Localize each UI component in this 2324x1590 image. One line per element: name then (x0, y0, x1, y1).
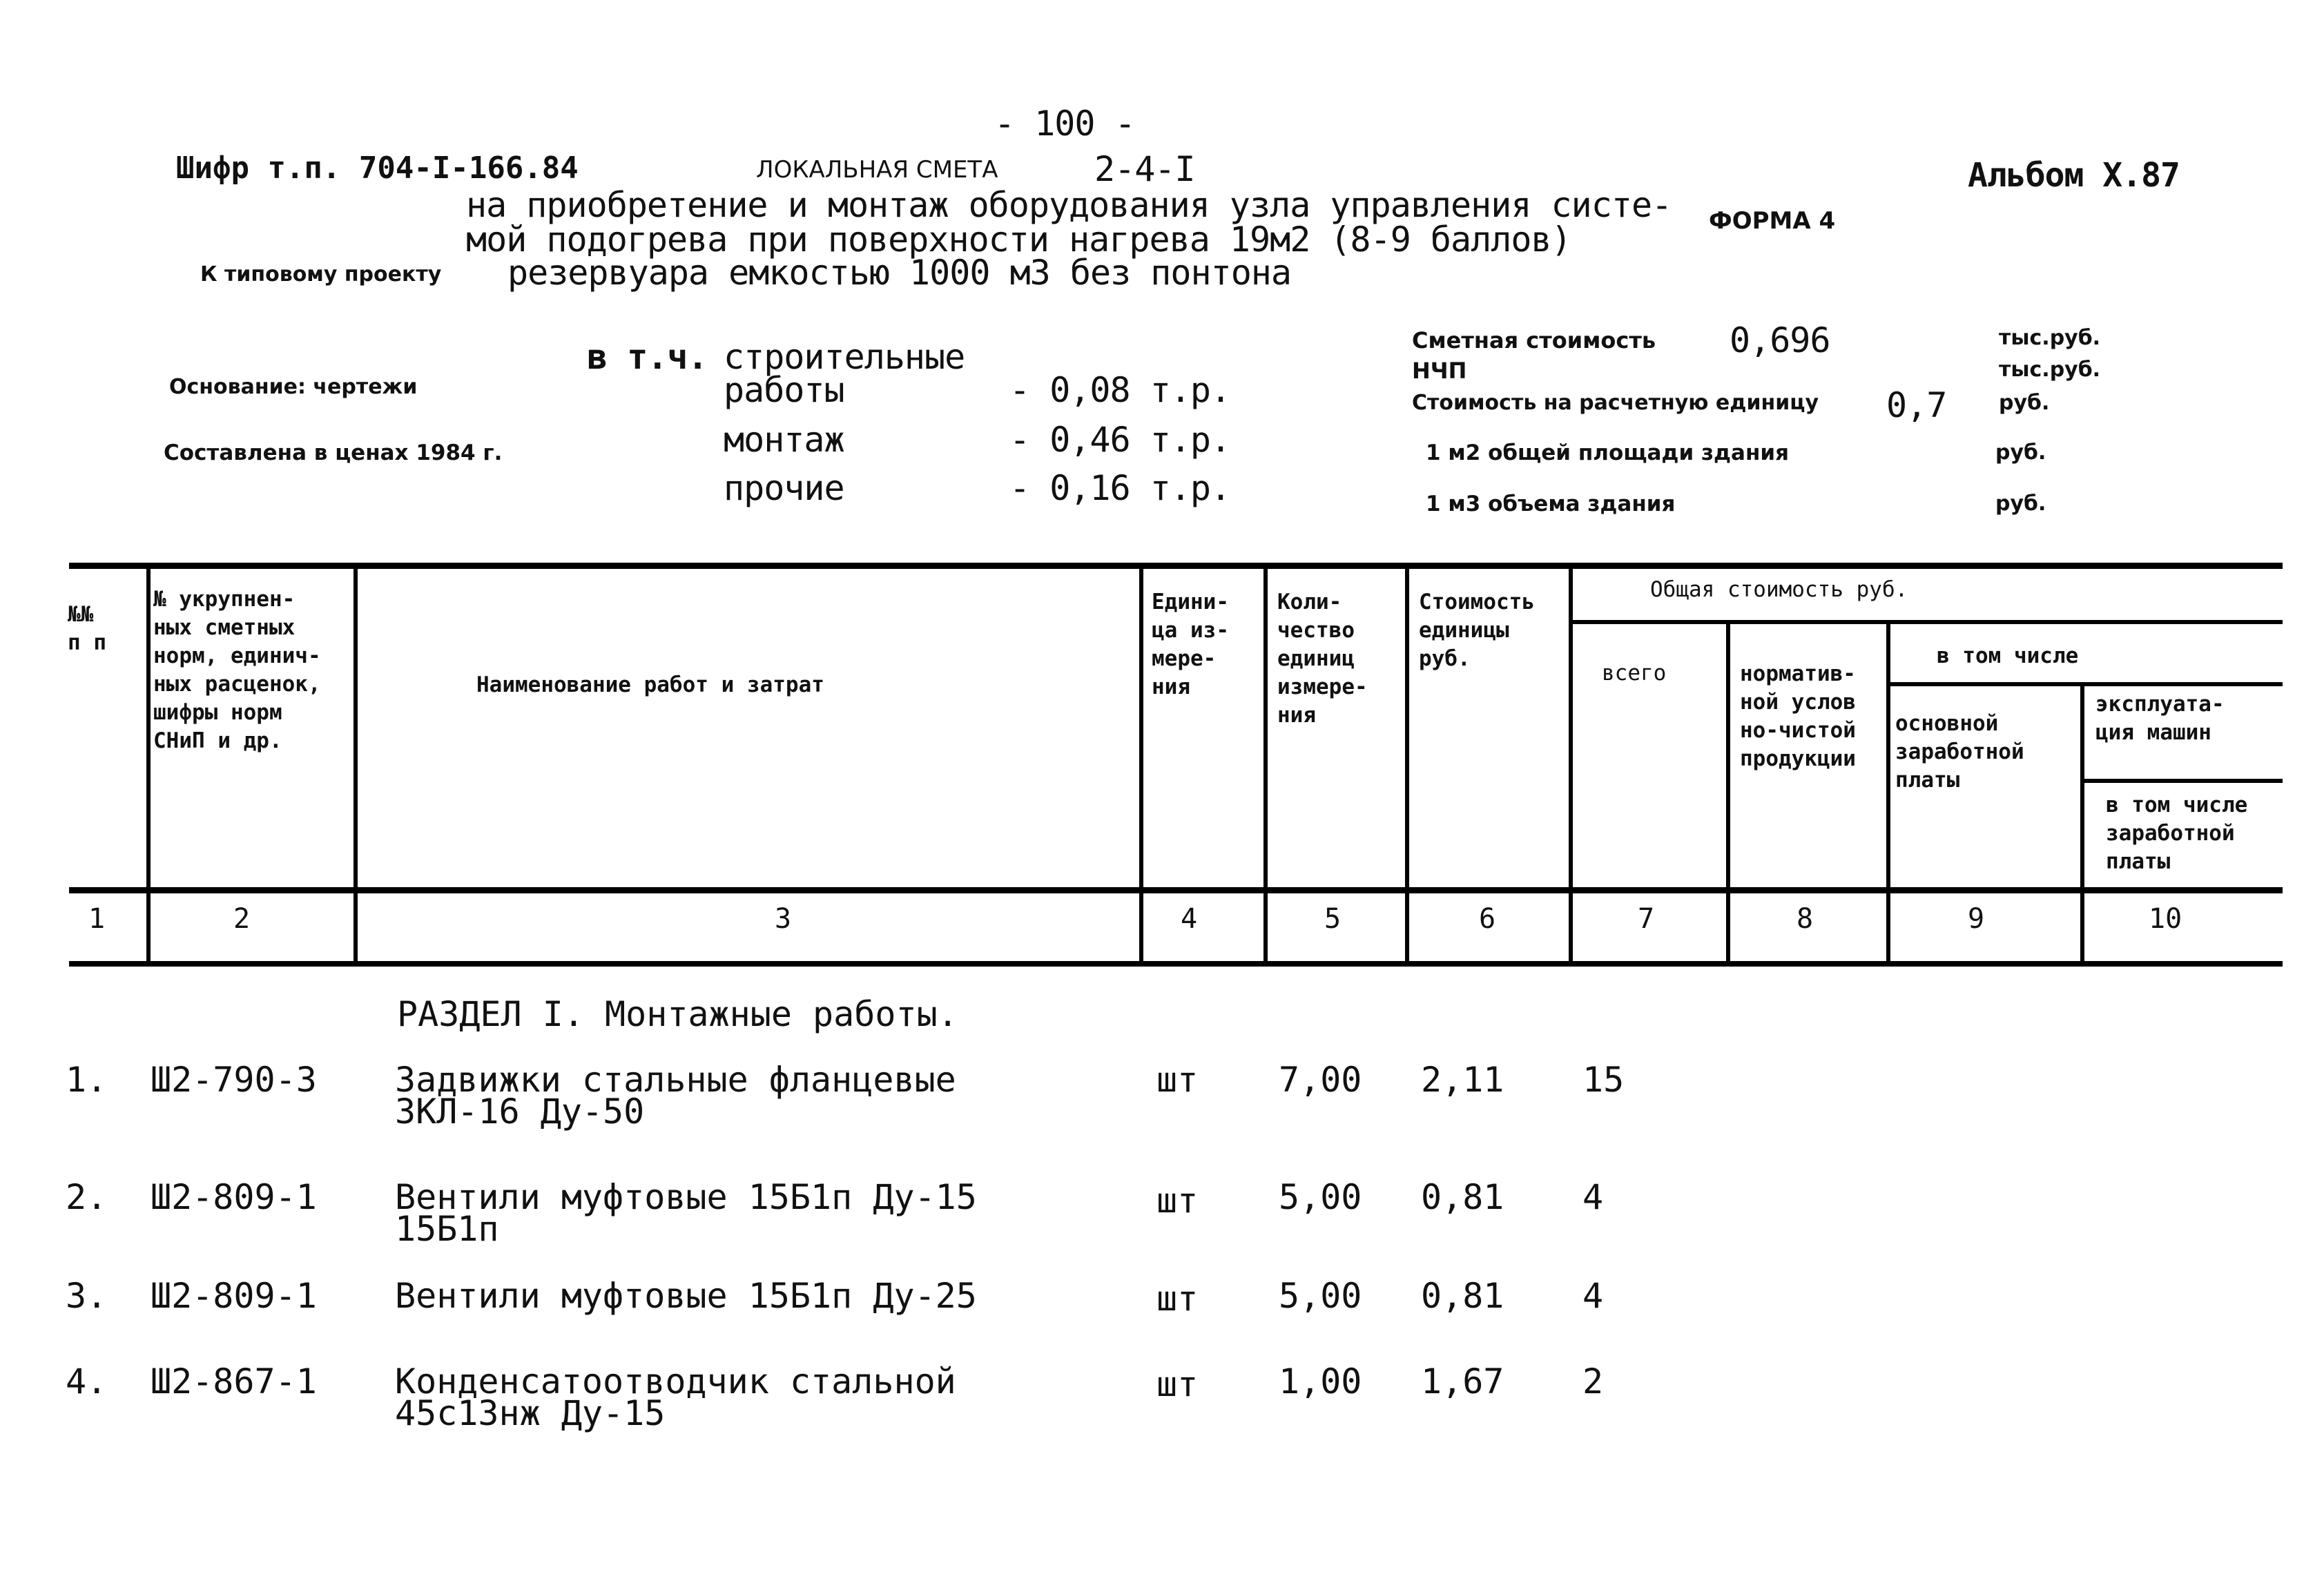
col-header-4: Едини- ца из- мере- ния (1152, 590, 1229, 699)
col-header-6: Стоимость единицы руб. (1419, 590, 1535, 671)
basis-item-1-name: строительные (724, 337, 965, 377)
row-code: Ш2-790-3 (151, 1060, 317, 1100)
col-divider-8 (1886, 620, 1890, 967)
row-code: Ш2-809-1 (151, 1177, 317, 1217)
col-divider-9 (2080, 682, 2084, 967)
incl-group-rule (1888, 682, 2283, 686)
row-total: 4 (1582, 1276, 1604, 1316)
estimated-unit: тыс.руб. (1999, 326, 2101, 350)
machines-sub-rule (2082, 779, 2283, 783)
col-header-2: № укрупнен- ных сметных норм, единич- ных расценок, шифры норм СНиП и др. (153, 587, 321, 753)
per-m3-label: 1 м3 объема здания (1426, 492, 1676, 516)
row-price: 0,81 (1421, 1177, 1504, 1217)
col-divider-3 (1139, 563, 1143, 967)
col-number-6: 6 (1479, 903, 1496, 935)
row-code: Ш2-809-1 (151, 1276, 317, 1316)
col-header-9: основной заработной платы (1895, 711, 2024, 793)
col-number-10: 10 (2149, 903, 2182, 935)
col-number-5: 5 (1324, 903, 1342, 935)
project-name: резервуара емкостью 1000 м3 без понтона (507, 253, 1291, 293)
row-name: Вентили муфтовые 15Б1п Ду-25 (395, 1276, 977, 1316)
basis-item-1-name2: работы (724, 370, 844, 410)
numbers-bottom-rule (69, 961, 2283, 967)
row-price: 2,11 (1421, 1060, 1504, 1100)
basis-item-1-value: - 0,08 т.р. (1009, 370, 1231, 410)
subtitle-line2: мой подогрева при поверхности нагрева 19м2 (8-9 баллов) (466, 220, 1571, 260)
per-unit-label: Стоимость на расчетную единицу (1412, 391, 1819, 415)
col-divider-1 (146, 563, 151, 967)
row-name-cont: 45с13нж Ду-15 (395, 1393, 666, 1433)
row-total: 2 (1582, 1361, 1604, 1402)
per-m3-unit: руб. (1995, 492, 2046, 516)
basis-item-3-value: - 0,16 т.р. (1009, 468, 1231, 508)
col-number-9: 9 (1968, 903, 1985, 935)
row-qty: 5,00 (1279, 1276, 1362, 1316)
basis-item-3-name: прочие (724, 468, 844, 508)
cipher: Шифр т.п. 704-I-166.84 (176, 151, 579, 186)
row-name-cont: 15Б1п (395, 1209, 499, 1249)
doc-number: 2-4-I (1094, 149, 1195, 189)
row-unit: шт (1156, 1279, 1199, 1319)
row-price: 0,81 (1421, 1276, 1504, 1316)
basis-item-2-name: монтаж (724, 420, 844, 460)
row-number: 4. (66, 1361, 108, 1402)
row-unit: шт (1156, 1181, 1199, 1221)
header-bottom-rule (69, 887, 2283, 893)
form-label: ФОРМА 4 (1709, 207, 1836, 235)
col-divider-5 (1405, 563, 1409, 967)
row-unit: шт (1156, 1364, 1199, 1404)
nuchp-label: НЧП (1412, 358, 1467, 384)
basis-label: Основание: чертежи (169, 375, 418, 399)
row-name: Задвижки стальные фланцевые (395, 1060, 956, 1100)
prices-label: Составлена в ценах 1984 г. (164, 440, 503, 465)
page-number: - 100 - (994, 104, 1135, 144)
col-divider-2 (354, 563, 358, 967)
table-top-rule (69, 563, 2283, 569)
col-header-5: Коли- чество единиц измере- ния (1277, 590, 1368, 728)
row-total: 15 (1582, 1060, 1625, 1100)
album: Альбом X.87 (1968, 156, 2180, 195)
per-unit-unit: руб. (1999, 391, 2050, 415)
row-number: 2. (66, 1177, 108, 1217)
per-unit-value: 0,7 (1886, 385, 1947, 425)
section-title: РАЗДЕЛ I. Монтажные работы. (397, 994, 958, 1034)
row-name-cont: ЗКЛ-16 Ду-50 (395, 1092, 645, 1132)
estimated-value: 0,696 (1730, 320, 1830, 360)
col-header-8: норматив- ной услов но-чистой продукции (1740, 661, 1856, 771)
col-divider-7 (1726, 620, 1730, 967)
row-number: 3. (66, 1276, 108, 1316)
row-name: Вентили муфтовые 15Б1п Ду-15 (395, 1177, 977, 1217)
row-name: Конденсатоотводчик стальной (395, 1361, 956, 1402)
incl-group-header: в том числе (1937, 643, 2079, 668)
col-divider-4 (1263, 563, 1268, 967)
per-m2-unit: руб. (1995, 440, 2046, 465)
col-number-3: 3 (775, 903, 792, 935)
row-qty: 5,00 (1279, 1177, 1362, 1217)
project-prefix: К типовому проекту (200, 262, 442, 287)
col-number-2: 2 (233, 903, 251, 935)
col-number-4: 4 (1181, 903, 1198, 935)
col-divider-6 (1569, 563, 1573, 967)
total-group-rule (1571, 620, 2283, 624)
basis-item-2-value: - 0,46 т.р. (1009, 420, 1231, 460)
row-code: Ш2-867-1 (151, 1361, 317, 1402)
row-price: 1,67 (1421, 1361, 1504, 1402)
row-number: 1. (66, 1060, 108, 1100)
estimated-label: Сметная стоимость (1412, 327, 1656, 353)
row-qty: 1,00 (1279, 1361, 1362, 1402)
row-qty: 7,00 (1279, 1060, 1362, 1100)
total-group-header: Общая стоимость руб. (1650, 577, 1908, 602)
col-header-7: всего (1602, 661, 1667, 686)
col-number-8: 8 (1797, 903, 1814, 935)
row-total: 4 (1582, 1177, 1604, 1217)
col-number-7: 7 (1638, 903, 1655, 935)
incl-label: в т.ч. (587, 337, 708, 377)
col-number-1: 1 (88, 903, 106, 935)
row-unit: шт (1156, 1060, 1199, 1100)
subtitle-line1: на приобретение и монтаж оборудования узла управления систе- (466, 185, 1672, 225)
col-header-10-sub: в том числе заработной платы (2106, 793, 2248, 874)
doc-type: ЛОКАЛЬНАЯ СМЕТА (756, 156, 998, 184)
col-header-1: №№ п п (68, 602, 106, 655)
col-header-10: эксплуата- ция машин (2095, 692, 2225, 745)
nuchp-unit: тыс.руб. (1999, 358, 2101, 382)
col-header-3: Наименование работ и затрат (476, 672, 824, 697)
per-m2-label: 1 м2 общей площади здания (1426, 440, 1789, 465)
